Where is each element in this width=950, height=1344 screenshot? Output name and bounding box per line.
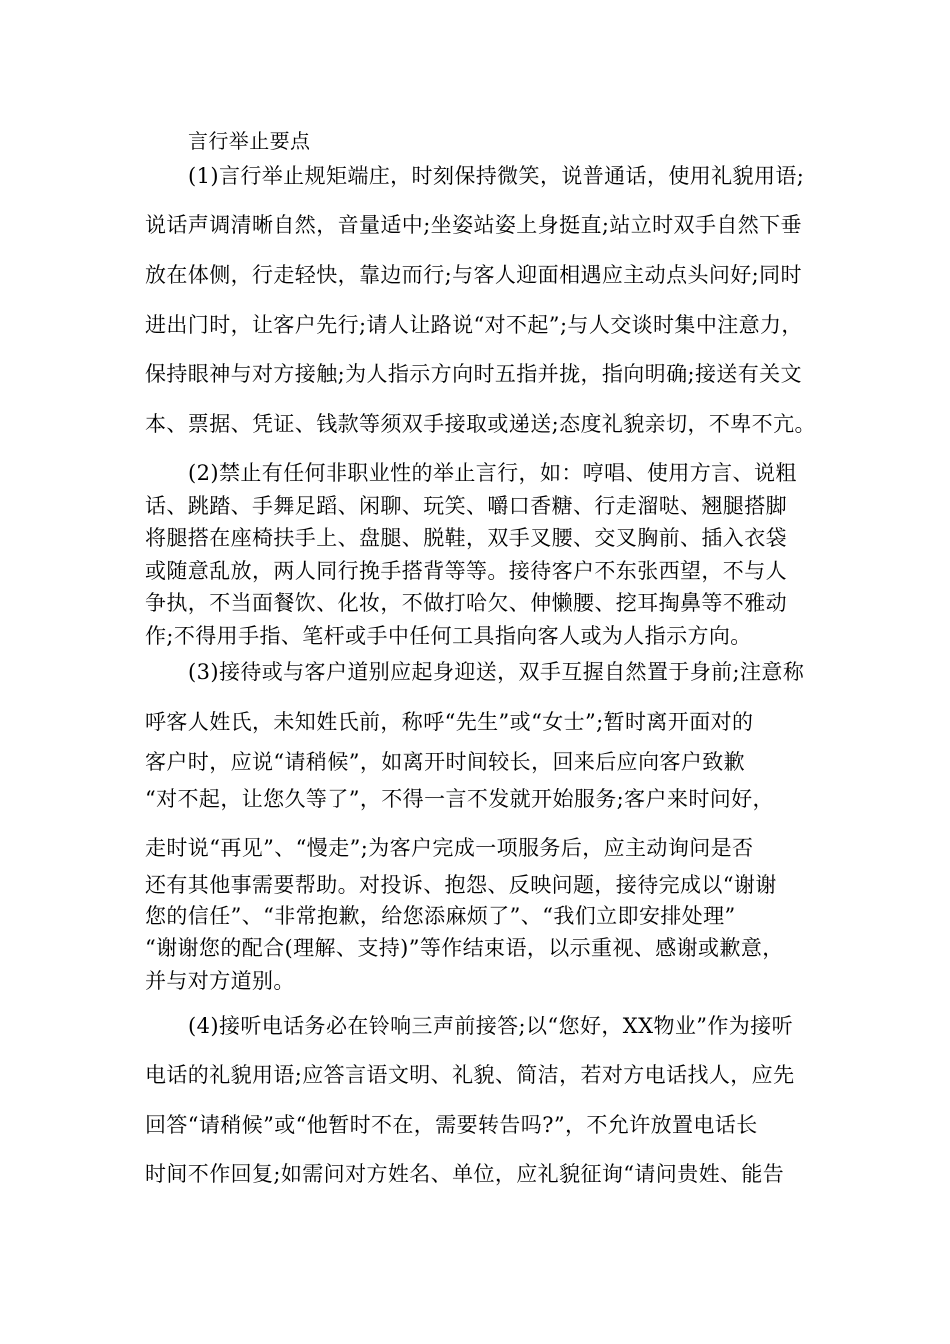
paragraph-3-line-2: 呼客人姓氏，未知姓氏前，称呼“先生”或“女士”;暂时离开面对的: [145, 710, 754, 734]
paragraph-1-line-2: 说话声调清晰自然，音量适中;坐姿站姿上身挺直;站立时双手自然下垂: [145, 213, 802, 237]
paragraph-2-line-4: 或随意乱放，两人同行挽手搭背等等。接待客户不东张西望，不与人: [145, 559, 787, 583]
paragraph-1-line-3: 放在体侧，行走轻快，靠边而行;与客人迎面相遇应主动点头问好;同时: [145, 263, 802, 287]
paragraph-4-line-3: 回答“请稍候”或“他暂时不在，需要转告吗?”，不允许放置电话长: [145, 1113, 758, 1137]
paragraph-2-line-5: 争执，不当面餐饮、化妆，不做打哈欠、伸懒腰、挖耳掏鼻等不雅动: [145, 591, 787, 615]
paragraph-2-line-2: 话、跳踏、手舞足蹈、闲聊、玩笑、嚼口香糖、行走溜哒、翘腿搭脚: [145, 494, 787, 518]
paragraph-1-line-5: 保持眼神与对方接触;为人指示方向时五指并拢，指向明确;接送有关文: [145, 362, 802, 386]
paragraph-2-line-3: 将腿搭在座椅扶手上、盘腿、脱鞋，双手叉腰、交叉胸前、插入衣袋: [145, 526, 787, 550]
paragraph-1-line-4: 进出门时，让客户先行;请人让路说“对不起”;与人交谈时集中注意力，: [145, 313, 803, 337]
paragraph-2-line-6: 作;不得用手指、笔杆或手中任何工具指向客人或为人指示方向。: [145, 624, 752, 648]
paragraph-3-line-5: 走时说“再见”、“慢走”;为客户完成一项服务后，应主动询问是否: [145, 836, 754, 860]
paragraph-1-line-6: 本、票据、凭证、钱款等须双手接取或递送;态度礼貌亲切，不卑不亢。: [145, 412, 816, 436]
paragraph-3-line-1: (3)接待或与客户道别应起身迎送，双手互握自然置于身前;注意称: [188, 660, 805, 684]
paragraph-3-line-9: 并与对方道别。: [145, 969, 295, 993]
paragraph-1-line-1: (1)言行举止规矩端庄，时刻保持微笑，说普通话，使用礼貌用语;: [188, 164, 805, 188]
paragraph-2-line-1: (2)禁止有任何非职业性的举止言行，如：哼唱、使用方言、说粗: [188, 461, 797, 485]
paragraph-4-line-4: 时间不作回复;如需问对方姓名、单位，应礼貌征询“请问贵姓、能告: [145, 1162, 785, 1186]
paragraph-3-line-8: “谢谢您的配合(理解、支持)”等作结束语，以示重视、感谢或歉意，: [145, 936, 784, 960]
paragraph-3-line-7: 您的信任”、“非常抱歉，给您添麻烦了”、“我们立即安排处理”: [145, 904, 736, 928]
paragraph-3-line-3: 客户时，应说“请稍候”，如离开时间较长，回来后应向客户致歉: [145, 750, 746, 774]
paragraph-3-line-6: 还有其他事需要帮助。对投诉、抱怨、反映问题，接待完成以“谢谢: [145, 873, 777, 897]
paragraph-3-line-4: “对不起，让您久等了”，不得一言不发就开始服务;客户来时问好，: [145, 787, 774, 811]
document-title: 言行举止要点: [188, 129, 311, 153]
paragraph-4-line-2: 电话的礼貌用语;应答言语文明、礼貌、简洁，若对方电话找人，应先: [145, 1063, 795, 1087]
paragraph-4-line-1: (4)接听电话务必在铃响三声前接答;以“您好，XX物业”作为接听: [188, 1014, 793, 1038]
